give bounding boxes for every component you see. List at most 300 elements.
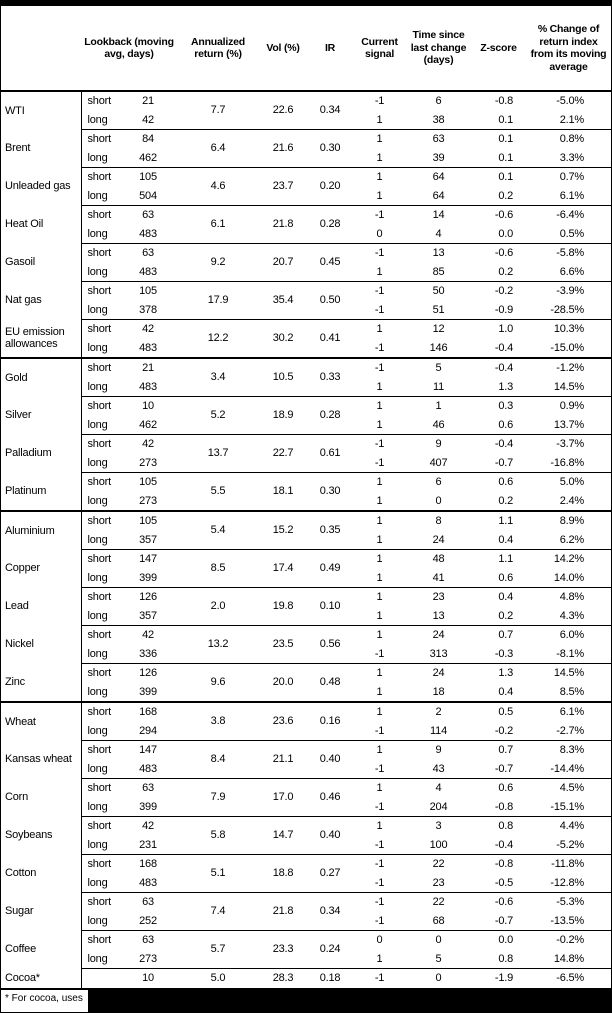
period-cell: short [81, 626, 119, 645]
time-since-change-cell: 24 [406, 664, 471, 683]
zscore-cell: 0.0 [471, 931, 526, 950]
lookback-cell: 147 [119, 550, 177, 569]
lookback-cell: 63 [119, 244, 177, 263]
pct-change-cell: 14.0% [553, 571, 585, 584]
vol-cell: 20.7 [259, 244, 307, 282]
vol-cell: 21.8 [259, 206, 307, 244]
time-since-change-cell: 68 [432, 914, 445, 927]
lookback-cell: 10 [119, 397, 177, 416]
table-body [1, 91, 611, 988]
lookback-cell: 21 [142, 95, 154, 107]
zscore-cell: 0.4 [498, 685, 514, 698]
col-header-current-signal: Current signal [353, 6, 406, 91]
period-cell: short [81, 206, 119, 225]
zscore-cell: 0.1 [498, 151, 514, 164]
period-cell: short [81, 91, 119, 111]
commodity-name-cell: Kansas wheat [5, 753, 72, 766]
pct-change-cell: -15.0% [550, 341, 585, 354]
ir-cell: 0.28 [307, 397, 353, 435]
pct-change-cell: -8.1% [556, 647, 585, 660]
zscore-cell: 0.5 [471, 702, 526, 722]
table-row [1, 741, 611, 760]
current-signal-cell: 1 [376, 418, 383, 431]
pct-change-cell: 0.7% [526, 168, 611, 187]
lookback-cell: 399 [139, 800, 157, 813]
ir-cell: 0.30 [307, 473, 353, 512]
lookback-cell: 273 [139, 952, 157, 965]
vol-cell: 23.5 [259, 626, 307, 664]
pct-change-cell: 14.5% [526, 664, 611, 683]
table-row [1, 511, 611, 531]
time-since-change-cell: 51 [432, 303, 445, 316]
period-cell: long [81, 683, 119, 703]
commodity-name-cell: Corn [5, 791, 29, 804]
current-signal-cell: 0 [353, 931, 406, 950]
table-row [1, 969, 611, 988]
pct-change-cell: 4.5% [526, 779, 611, 798]
pct-change-cell: -6.5% [526, 969, 611, 988]
pct-change-cell: -12.8% [550, 876, 585, 889]
annualized-return-cell: 13.2 [177, 626, 259, 664]
annualized-return-cell: 7.9 [177, 779, 259, 817]
current-signal-cell: -1 [353, 435, 406, 454]
ir-cell: 0.28 [307, 206, 353, 244]
lookback-cell: 126 [119, 664, 177, 683]
pct-change-cell: 6.0% [526, 626, 611, 645]
period-cell: long [81, 492, 119, 512]
pct-change-cell: -5.3% [526, 893, 611, 912]
time-since-change-cell: 22 [406, 893, 471, 912]
time-since-change-cell: 9 [406, 435, 471, 454]
commodity-name-cell: WTI [5, 104, 25, 117]
zscore-cell: -0.7 [494, 762, 514, 775]
table-row [1, 130, 611, 149]
current-signal-cell: -1 [374, 800, 385, 813]
annualized-return-cell: 5.5 [177, 473, 259, 512]
zscore-cell: -1.9 [471, 969, 526, 988]
zscore-cell: 0.6 [471, 473, 526, 492]
lookback-cell: 483 [139, 876, 157, 889]
current-signal-cell: 1 [353, 626, 406, 645]
pct-change-cell: 8.3% [526, 741, 611, 760]
commodity-name-cell: Zinc [5, 676, 25, 688]
ir-cell: 0.24 [307, 931, 353, 969]
zscore-cell: -0.4 [494, 838, 514, 851]
current-signal-cell: -1 [374, 647, 385, 660]
current-signal-cell: 1 [353, 320, 406, 339]
zscore-cell: 0.0 [498, 227, 514, 240]
vol-cell: 21.8 [259, 893, 307, 931]
table-row [1, 550, 611, 569]
period-cell: long [81, 722, 119, 741]
zscore-cell: 0.6 [471, 779, 526, 798]
ir-cell: 0.61 [307, 435, 353, 473]
lookback-cell: 105 [119, 473, 177, 492]
lookback-cell: 42 [119, 435, 177, 454]
current-signal-cell: -1 [353, 358, 406, 378]
pct-change-cell: -0.2% [526, 931, 611, 950]
pct-change-cell: 2.1% [559, 113, 585, 126]
annualized-return-cell: 5.2 [177, 397, 259, 435]
pct-change-cell: 0.5% [559, 227, 585, 240]
period-cell: short [81, 893, 119, 912]
current-signal-cell: -1 [374, 876, 385, 889]
zscore-cell: 0.4 [498, 533, 514, 546]
period-cell: short [81, 741, 119, 760]
time-since-change-cell: 85 [432, 265, 445, 278]
time-since-change-cell: 1 [406, 397, 471, 416]
period-cell: long [81, 760, 119, 779]
zscore-cell: -0.4 [471, 435, 526, 454]
period-cell: short [81, 358, 119, 378]
period-cell: short [81, 664, 119, 683]
annualized-return-cell: 7.7 [210, 104, 226, 117]
commodity-name-cell: Nickel [5, 638, 34, 651]
commodity-name-cell: Aluminium [1, 511, 81, 550]
table-row [1, 168, 611, 187]
ir-cell: 0.16 [307, 702, 353, 741]
annualized-return-cell: 2.0 [177, 588, 259, 626]
lookback-cell: 168 [119, 702, 177, 722]
col-header-zscore: Z-score [471, 6, 526, 91]
time-since-change-cell: 38 [432, 113, 445, 126]
time-since-change-cell: 2 [406, 702, 471, 722]
current-signal-cell: 1 [353, 702, 406, 722]
vol-cell: 10.5 [259, 358, 307, 397]
table-row [1, 855, 611, 874]
col-header-ir: IR [307, 6, 353, 91]
zscore-cell: 1.0 [471, 320, 526, 339]
time-since-change-cell: 313 [429, 647, 448, 660]
period-cell: short [81, 435, 119, 454]
lookback-cell: 10 [119, 969, 177, 988]
time-since-change-cell: 11 [433, 380, 445, 393]
col-header-lookback: Lookback (moving avg, days) [81, 6, 177, 91]
period-cell: long [81, 263, 119, 282]
ir-cell: 0.34 [307, 893, 353, 931]
col-header-vol: Vol (%) [259, 6, 307, 91]
pct-change-cell: 0.8% [526, 130, 611, 149]
table-row [1, 435, 611, 454]
pct-change-cell: -6.4% [526, 206, 611, 225]
pct-change-cell: 3.3% [559, 151, 585, 164]
time-since-change-cell: 63 [406, 130, 471, 149]
period-cell: long [81, 798, 119, 817]
ir-cell: 0.35 [307, 511, 353, 550]
zscore-cell: 0.2 [498, 609, 514, 622]
current-signal-cell: -1 [374, 456, 385, 469]
col-header-annualized-return: Annualized return (%) [177, 6, 259, 91]
lookback-cell: 399 [139, 571, 157, 584]
commodity-name-cell: Brent [5, 142, 31, 155]
time-since-change-cell: 9 [406, 741, 471, 760]
period-cell: long [81, 607, 119, 626]
pct-change-cell: -14.4% [550, 762, 585, 775]
table-row [1, 91, 611, 111]
zscore-cell: -0.8 [494, 95, 514, 107]
commodity-name-cell: Unleaded gas [5, 180, 71, 193]
current-signal-cell: -1 [353, 282, 406, 301]
current-signal-cell: 1 [353, 779, 406, 798]
footnote-text: * For cocoa, uses [1, 990, 88, 1013]
vol-cell: 14.7 [259, 817, 307, 855]
commodity-name-cell: Lead [5, 600, 29, 613]
vol-cell: 21.6 [259, 130, 307, 168]
zscore-cell: 0.8 [498, 952, 514, 965]
current-signal-cell: -1 [374, 762, 385, 775]
annualized-return-cell: 8.5 [177, 550, 259, 588]
period-cell: long [81, 912, 119, 931]
zscore-cell: 0.1 [498, 113, 514, 126]
time-since-change-cell: 5 [406, 358, 471, 378]
pct-change-cell: 2.4% [559, 494, 585, 507]
redaction-bar [88, 990, 611, 1013]
annualized-return-cell: 17.9 [177, 282, 259, 320]
pct-change-cell: 14.5% [553, 380, 585, 393]
current-signal-cell: 1 [376, 265, 383, 278]
lookback-cell: 21 [119, 358, 177, 378]
period-cell: long [81, 874, 119, 893]
annualized-return-cell: 13.7 [177, 435, 259, 473]
period-cell [81, 969, 119, 988]
zscore-cell: -0.4 [471, 358, 526, 378]
time-since-change-cell: 12 [406, 320, 471, 339]
current-signal-cell: 1 [353, 473, 406, 492]
pct-change-cell: 4.8% [526, 588, 611, 607]
annualized-return-cell: 5.4 [177, 511, 259, 550]
pct-change-cell: -5.8% [526, 244, 611, 263]
zscore-cell: -0.3 [494, 647, 514, 660]
current-signal-cell: 1 [376, 571, 383, 584]
ir-cell: 0.45 [307, 244, 353, 282]
pct-change-cell: 4.4% [526, 817, 611, 836]
current-signal-cell: -1 [374, 724, 385, 737]
period-cell: long [81, 378, 119, 397]
period-cell: short [81, 511, 119, 531]
period-cell: short [81, 130, 119, 149]
ir-cell: 0.46 [307, 779, 353, 817]
period-cell: short [81, 855, 119, 874]
time-since-change-cell: 64 [432, 189, 445, 202]
time-since-change-cell: 22 [406, 855, 471, 874]
lookback-cell: 168 [119, 855, 177, 874]
table-row [1, 244, 611, 263]
current-signal-cell: 1 [353, 397, 406, 416]
table-row [1, 893, 611, 912]
pct-change-cell: -11.8% [526, 855, 611, 874]
zscore-cell: -0.2 [494, 724, 514, 737]
commodity-name-cell: Silver [5, 409, 32, 422]
zscore-cell: -0.6 [471, 893, 526, 912]
lookback-cell: 336 [139, 647, 157, 660]
annualized-return-cell: 8.4 [177, 741, 259, 779]
table-row [1, 588, 611, 607]
ir-cell: 0.34 [319, 104, 341, 117]
time-since-change-cell: 146 [429, 341, 448, 354]
commodity-name-cell: EU emission allowances [5, 325, 65, 351]
period-cell: long [81, 225, 119, 244]
zscore-cell: 1.1 [471, 550, 526, 569]
current-signal-cell: -1 [374, 341, 385, 354]
period-cell: short [81, 550, 119, 569]
time-since-change-cell: 0 [435, 494, 442, 507]
current-signal-cell: 1 [353, 817, 406, 836]
zscore-cell: -0.7 [494, 456, 514, 469]
period-cell: long [81, 416, 119, 435]
pct-change-cell: -15.1% [550, 800, 585, 813]
lookback-cell: 42 [119, 320, 177, 339]
pct-change-cell: 0.9% [526, 397, 611, 416]
lookback-cell: 147 [119, 741, 177, 760]
time-since-change-cell: 6 [435, 95, 442, 107]
vol-cell: 18.9 [259, 397, 307, 435]
ir-cell: 0.40 [307, 817, 353, 855]
lookback-cell: 504 [139, 189, 157, 202]
commodity-name-cell: Heat Oil [5, 218, 44, 231]
pct-change-cell: 8.9% [526, 511, 611, 531]
zscore-cell: 0.2 [498, 494, 514, 507]
period-cell: long [81, 301, 119, 320]
time-since-change-cell: 0 [406, 931, 471, 950]
period-cell: short [81, 817, 119, 836]
period-cell: long [81, 187, 119, 206]
zscore-cell: 1.1 [471, 511, 526, 531]
time-since-change-cell: 407 [429, 456, 448, 469]
current-signal-cell: 1 [353, 168, 406, 187]
current-signal-cell: -1 [353, 855, 406, 874]
commodity-name-cell: Sugar [5, 905, 34, 918]
time-since-change-cell: 14 [406, 206, 471, 225]
table-row [1, 931, 611, 950]
ir-cell: 0.20 [307, 168, 353, 206]
table-row [1, 817, 611, 836]
vol-cell: 35.4 [259, 282, 307, 320]
zscore-cell: 0.2 [498, 189, 514, 202]
ir-cell: 0.56 [307, 626, 353, 664]
time-since-change-cell: 39 [432, 151, 445, 164]
current-signal-cell: 1 [353, 741, 406, 760]
lookback-cell: 483 [139, 341, 157, 354]
table-row [1, 282, 611, 301]
commodity-name-cell: Wheat [1, 702, 81, 741]
vol-cell: 19.8 [259, 588, 307, 626]
current-signal-cell: 1 [376, 189, 383, 202]
pct-change-cell: -13.5% [550, 914, 585, 927]
zscore-cell: 0.1 [471, 130, 526, 149]
time-since-change-cell: 24 [406, 626, 471, 645]
vol-cell: 23.7 [259, 168, 307, 206]
vol-cell: 23.6 [259, 702, 307, 741]
current-signal-cell: 1 [376, 685, 383, 698]
period-cell: long [81, 454, 119, 473]
period-cell: short [81, 779, 119, 798]
current-signal-cell: -1 [353, 206, 406, 225]
lookback-cell: 126 [119, 588, 177, 607]
vol-cell: 17.0 [259, 779, 307, 817]
ir-cell: 0.49 [307, 550, 353, 588]
time-since-change-cell: 3 [406, 817, 471, 836]
annualized-return-cell: 3.4 [177, 358, 259, 397]
time-since-change-cell: 114 [430, 724, 447, 737]
zscore-cell: 0.6 [498, 418, 514, 431]
time-since-change-cell: 43 [432, 762, 445, 775]
table-row [1, 779, 611, 798]
zscore-cell: 0.1 [471, 168, 526, 187]
period-cell: short [81, 397, 119, 416]
lookback-cell: 483 [139, 227, 157, 240]
current-signal-cell: -1 [374, 303, 385, 316]
current-signal-cell: 1 [353, 664, 406, 683]
pct-change-cell: 6.1% [559, 189, 585, 202]
momentum-signals-table [1, 6, 611, 988]
period-cell: short [81, 282, 119, 301]
vol-cell: 15.2 [259, 511, 307, 550]
ir-cell: 0.10 [307, 588, 353, 626]
commodity-name-cell: Copper [5, 562, 40, 575]
lookback-cell: 462 [139, 151, 157, 164]
zscore-cell: 0.2 [498, 265, 514, 278]
period-cell: short [81, 244, 119, 263]
current-signal-cell: 1 [376, 494, 383, 507]
pct-change-cell: 13.7% [553, 418, 585, 431]
time-since-change-cell: 46 [432, 418, 445, 431]
period-cell: long [81, 950, 119, 969]
time-since-change-cell: 204 [429, 800, 448, 813]
lookback-cell: 84 [119, 130, 177, 149]
annualized-return-cell: 4.6 [177, 168, 259, 206]
lookback-cell: 273 [139, 494, 157, 507]
current-signal-cell: 1 [376, 151, 383, 164]
commodity-name-cell: Palladium [5, 447, 52, 460]
ir-cell: 0.41 [307, 320, 353, 359]
vol-cell: 20.0 [259, 664, 307, 703]
lookback-cell: 63 [119, 931, 177, 950]
commodity-name-cell: Coffee [5, 943, 37, 956]
ir-cell: 0.50 [307, 282, 353, 320]
time-since-change-cell: 50 [406, 282, 471, 301]
period-cell: short [81, 473, 119, 492]
commodity-name-cell: Cotton [5, 867, 37, 880]
lookback-cell: 462 [139, 418, 157, 431]
current-signal-cell: 1 [353, 511, 406, 531]
period-cell: long [81, 569, 119, 588]
lookback-cell: 483 [139, 380, 157, 393]
current-signal-cell: -1 [374, 914, 385, 927]
vol-cell: 17.4 [259, 550, 307, 588]
pct-change-cell: -28.5% [550, 303, 585, 316]
table-row [1, 320, 611, 339]
current-signal-cell: -1 [353, 893, 406, 912]
annualized-return-cell: 5.0 [177, 969, 259, 988]
pct-change-cell: 14.2% [526, 550, 611, 569]
pct-change-cell: -3.9% [526, 282, 611, 301]
zscore-cell: -0.4 [494, 341, 514, 354]
vol-cell: 22.6 [272, 104, 294, 117]
zscore-cell: -0.8 [494, 800, 514, 813]
table-row [1, 702, 611, 722]
zscore-cell: -0.9 [494, 303, 514, 316]
current-signal-cell: 1 [376, 113, 383, 126]
vol-cell: 23.3 [259, 931, 307, 969]
period-cell: long [81, 836, 119, 855]
lookback-cell: 63 [119, 206, 177, 225]
time-since-change-cell: 18 [432, 685, 445, 698]
pct-change-cell: 6.6% [559, 265, 585, 278]
zscore-cell: 0.6 [498, 571, 514, 584]
lookback-cell: 105 [119, 168, 177, 187]
ir-cell: 0.27 [307, 855, 353, 893]
annualized-return-cell: 5.7 [177, 931, 259, 969]
